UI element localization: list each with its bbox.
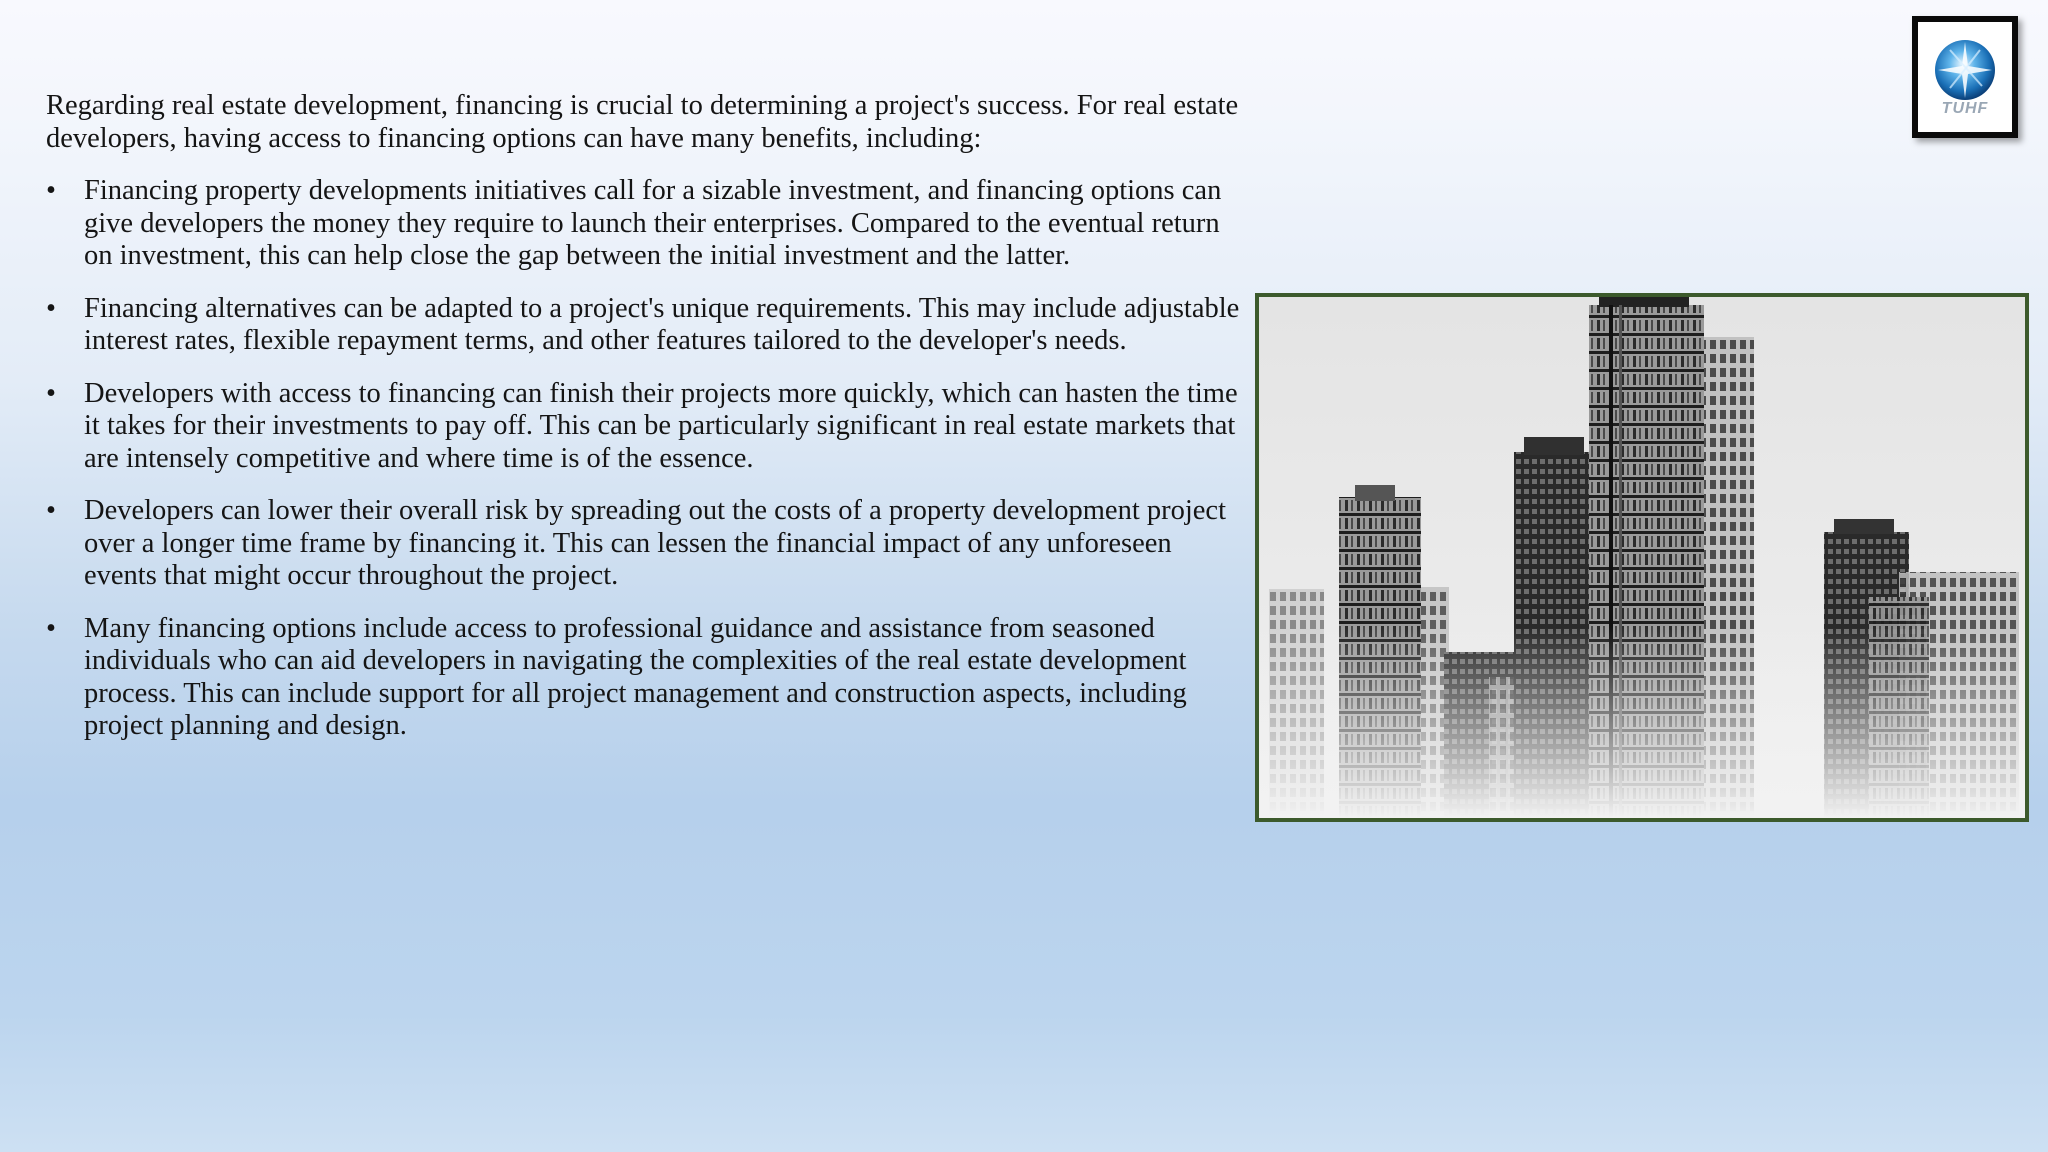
bullet-text: Many financing options include access to professional guidance and assistance from seasoned individuals who can aid developers in navigating the complexities of the real estate development process. This can include support for all project management and construction aspects, including project planning and design.: [84, 612, 1187, 741]
bullet-marker: •: [46, 495, 56, 526]
bullet-marker: •: [46, 612, 56, 644]
slide-content: [46, 90, 1246, 763]
list-item: [46, 293, 1246, 358]
globe-logo-icon: [1930, 36, 2000, 106]
bullet-marker: •: [46, 377, 56, 409]
bullet-text: Developers with access to financing can finish their projects more quickly, which can hasten the time it takes for their investments to pay off. This can be particularly significant in real estate markets that are intensely competitive and where time is of the essence.: [84, 377, 1238, 474]
list-item: [46, 175, 1246, 273]
bullet-marker: •: [46, 175, 56, 206]
bullet-text: Financing property developments initiatives call for a sizable investment, and financing options can give developers the money they require to launch their enterprises. Compared to the eventual return on investment, this can help close the gap between the initial investment and the latter.: [84, 175, 1222, 271]
tuhf-logo: [1912, 16, 2018, 138]
buildings-illustration: [1259, 297, 2025, 818]
intro-paragraph: Regarding real estate development, financing is crucial to determining a project's success. For real estate developers, having access to financing options can have many benefits, including:: [46, 90, 1239, 154]
benefits-list: [46, 175, 1246, 743]
list-item: [46, 613, 1246, 743]
buildings-sketch-image: [1255, 293, 2029, 822]
list-item: [46, 495, 1246, 593]
bullet-marker: •: [46, 292, 56, 324]
list-item: [46, 378, 1246, 476]
bullet-text: Financing alternatives can be adapted to a project's unique requirements. This may include adjustable interest rates, flexible repayment terms, and other features tailored to the developer's needs.: [84, 292, 1240, 356]
bullet-text: Developers can lower their overall risk by spreading out the costs of a property development project over a longer time frame by financing it. This can lessen the financial impact of any unforeseen events that might occur throughout the project.: [84, 495, 1227, 591]
logo-text: TUHF: [1941, 100, 1989, 117]
